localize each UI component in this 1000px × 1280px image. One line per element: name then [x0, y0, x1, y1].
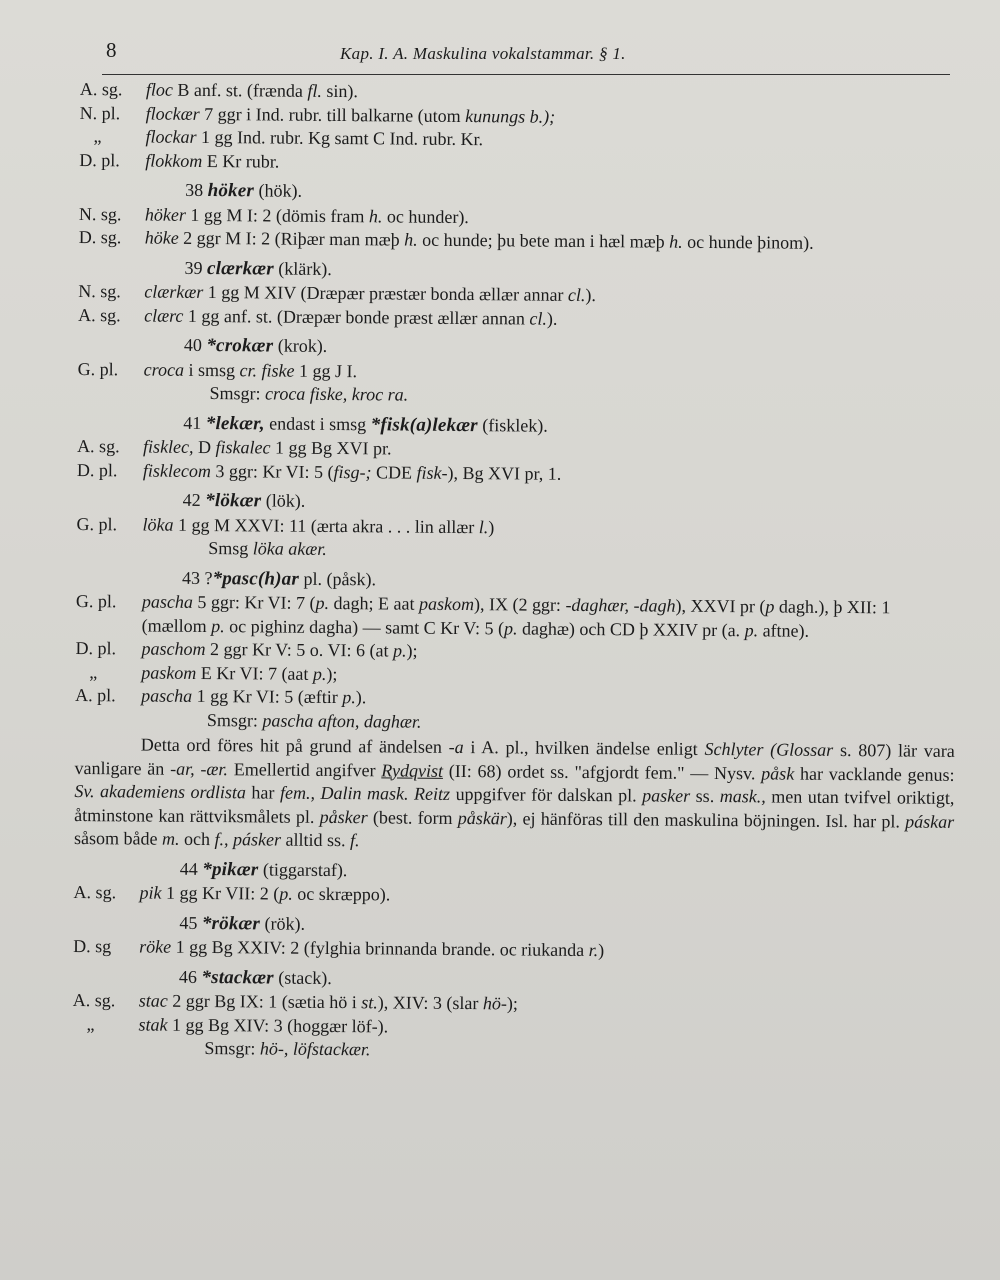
- note-italic: páskar: [905, 811, 955, 832]
- word-form: stac: [138, 990, 168, 1011]
- word-form: floc: [145, 79, 173, 100]
- citation-text: ), XIV: 3 (slar: [377, 992, 483, 1014]
- chapter-title: Kap. I. A. Maskulina vokalstammar. § 1.: [340, 44, 626, 63]
- word-form: pascha: [141, 685, 193, 706]
- citation-text: 1 gg Bg XXIV: 2 (fylghia brinnanda brande. oc riukanda: [171, 936, 589, 961]
- citation-text: dagh; E aat: [328, 592, 420, 614]
- case-label: A. sg.: [72, 989, 116, 1011]
- citation-text: 1 gg J I.: [294, 360, 358, 381]
- citation-text: 1 gg M I: 2 (dömis fram: [185, 204, 369, 226]
- compounds-label: Smsgr:: [209, 383, 266, 404]
- citation-text: daghæ) och CD þ XXIV pr (a.: [517, 617, 745, 640]
- word-form: clærc: [144, 305, 184, 326]
- entry-number: 40: [183, 334, 207, 356]
- citation-text: 1 gg Kr VI: 5 (æftir: [192, 685, 343, 708]
- case-label: A. sg.: [77, 435, 120, 457]
- word-form: pascha: [141, 591, 193, 612]
- commentary-paragraph: [74, 733, 955, 857]
- word-form: paskom: [141, 662, 197, 683]
- variant: paskom: [418, 593, 475, 615]
- abbrev: cl.: [567, 284, 586, 305]
- abbrev: h.: [669, 231, 683, 252]
- ditto-mark: „: [86, 1013, 95, 1034]
- note-text: (II: 68) ordet ss. "afgjordt fem." — Nysv.: [442, 760, 762, 783]
- citation-text: ), Bg XVI pr, 1.: [447, 462, 562, 484]
- note-text: och: [179, 828, 215, 850]
- citation-text: i smsg: [183, 359, 240, 380]
- case-label: D. pl.: [79, 149, 120, 170]
- note-text: Emellertid angifver: [227, 758, 382, 780]
- note-text: men utan tvifvel oriktigt, åtminstone kan rättviksmålets pl.: [74, 786, 955, 827]
- headword-compound: *fisk(a)lekær: [370, 413, 478, 436]
- headword: *stackær: [201, 966, 274, 989]
- citation-text: ).: [355, 687, 367, 708]
- abbrev: r.: [588, 940, 599, 961]
- case-label: D. pl.: [76, 459, 118, 480]
- word-form: fiskalec: [215, 437, 271, 458]
- note-italic: pasker: [642, 785, 691, 806]
- citation-text: 2 ggr M I: 2 (Riþær man mæþ: [178, 227, 405, 250]
- abbrev: p: [765, 596, 775, 617]
- citation-text: );: [326, 663, 338, 684]
- note-italic: påsk: [761, 762, 795, 784]
- citation-text: );: [406, 640, 418, 661]
- citation-text: 1 gg Bg XIV: 3 (hoggær löf-).: [167, 1014, 389, 1036]
- case-label: A. pl.: [75, 684, 116, 706]
- citation-text: ): [488, 516, 495, 537]
- abbrev: p.: [315, 592, 330, 613]
- citation-text: E Kr VI: 7 (aat: [196, 662, 314, 684]
- page-number: 8: [106, 38, 117, 62]
- note-italic: m.: [161, 828, 180, 849]
- abbrev: h.: [404, 229, 418, 250]
- word-form: höker: [144, 204, 186, 225]
- note-text: ), ej hänföras till den maskulina böjningen. Isl. har pl.: [506, 807, 906, 832]
- word-form: höke: [144, 227, 179, 248]
- citation-text: 2 ggr Bg IX: 1 (sætia hö i: [167, 990, 362, 1013]
- citation-text: );: [506, 993, 518, 1014]
- gloss: (stack).: [273, 967, 332, 988]
- citation-text: 1 gg anf. st. (Dræpær bonde præst ællær annan: [183, 305, 530, 329]
- note-italic: påsker: [319, 806, 368, 827]
- case-label: D. pl.: [75, 637, 117, 659]
- page-body: [72, 78, 960, 1066]
- note-text: har: [245, 782, 281, 803]
- compounds-label: Smsgr:: [206, 709, 263, 730]
- case-label: A. sg.: [79, 78, 123, 100]
- compound-forms: löka akær.: [252, 538, 327, 559]
- gloss: pl. (påsk).: [298, 568, 377, 589]
- citation-text: CDE: [371, 461, 417, 483]
- abbrev: p.: [279, 883, 293, 904]
- headword: *lekær,: [205, 412, 265, 434]
- citation-text: oc hunder).: [382, 205, 469, 227]
- entry-number: 46: [178, 966, 202, 987]
- abbrev: p.: [312, 663, 327, 684]
- headword: clærkær: [206, 257, 274, 280]
- entry-number: 45: [179, 912, 202, 933]
- citation-text: 3 ggr: Kr VI: 5 (: [210, 460, 334, 482]
- abbrev: hö-: [482, 993, 507, 1014]
- citation-text: ), XXVI pr (: [675, 595, 766, 617]
- note-text: Detta ord föres hit på grund af ändelsen: [140, 734, 449, 757]
- ditto-mark: „: [93, 126, 102, 147]
- word-form: fisklec,: [143, 436, 194, 457]
- variant: -daghær, -dagh: [565, 594, 676, 616]
- abbrev: st.: [361, 992, 378, 1013]
- note-text: s. 807) lär vara vanligare än: [74, 739, 955, 779]
- note-italic: mask.,: [719, 786, 766, 807]
- citation-text: 1 gg Kr VII: 2 (: [161, 882, 280, 904]
- gloss: (klärk).: [273, 258, 332, 279]
- entry-number: 39: [184, 257, 208, 278]
- abbrev: p.: [744, 619, 759, 640]
- gloss: (krok).: [273, 335, 328, 356]
- word-form: paschom: [141, 638, 206, 660]
- word-form: röke: [139, 936, 172, 957]
- case-label: A. sg.: [78, 304, 121, 325]
- note-italic: f.: [349, 830, 360, 851]
- compound-forms: hö-, löfstackær.: [259, 1038, 371, 1060]
- note-text: såsom både: [73, 827, 163, 849]
- word-form: löka: [142, 514, 174, 535]
- headword: höker: [207, 180, 255, 202]
- abbrev: h.: [368, 205, 383, 226]
- abbrev: fl.: [307, 80, 322, 101]
- word-form: fisklecom: [142, 460, 211, 481]
- citation-text: 7 ggr i Ind. rubr. till balkarne (utom: [199, 103, 466, 126]
- note-italic: Sv. akademiens ordlista: [74, 780, 247, 803]
- entry-number: 44: [179, 858, 203, 879]
- case-label: G. pl.: [76, 513, 118, 534]
- citation-text: 1 gg Ind. rubr. Kg samt C Ind. rubr. Kr.: [196, 126, 484, 150]
- note-text: uppgifver för dalskan pl.: [449, 783, 643, 806]
- entry-number: 38: [185, 179, 208, 201]
- citation-text: oc pighinz dagha) — samt C Kr V: 5 (: [224, 615, 505, 638]
- case-label: D. sg: [73, 935, 112, 957]
- compounds-label: Smsgr:: [204, 1038, 260, 1059]
- citation-text: 2 ggr Kr V: 5 o. VI: 6 (at: [205, 639, 394, 661]
- citation-text: ).: [585, 284, 597, 306]
- running-head: [102, 36, 950, 75]
- note-text: (best. form: [367, 806, 458, 828]
- word-form: stak: [138, 1013, 168, 1035]
- note-italic: f., pásker: [214, 829, 282, 850]
- note-text: ss.: [690, 785, 720, 807]
- abbrev: p.: [392, 640, 407, 661]
- headword: *rökær: [201, 912, 261, 934]
- compound-forms: pascha afton, daghær.: [262, 709, 422, 732]
- note-italic: påskär: [457, 807, 507, 828]
- word-form: flockar: [145, 126, 197, 147]
- case-label: G. pl.: [77, 358, 119, 379]
- gloss: (fisklek).: [477, 414, 548, 436]
- abbrev: p.: [503, 617, 518, 638]
- case-label: G. pl.: [75, 590, 117, 612]
- citation-text: E Kr rubr.: [202, 150, 280, 172]
- note-italic: fem., Dalin mask. Reitz: [279, 782, 451, 804]
- citation-text: ).: [546, 308, 558, 329]
- citation-text: dagh.), þ XII: 1 (mællom: [141, 596, 891, 636]
- word-form: clærkær: [144, 281, 204, 302]
- case-label: N. pl.: [79, 102, 121, 123]
- citation-text: ), IX (2 ggr:: [473, 594, 566, 615]
- headword: *pikær: [202, 858, 259, 880]
- variant: fisk-: [416, 462, 448, 483]
- gloss: (lök).: [261, 490, 306, 511]
- citation-text: aftne).: [758, 619, 810, 641]
- gloss: (rök).: [260, 912, 306, 934]
- headword: *crokær: [206, 335, 274, 357]
- word-form: croca: [143, 359, 185, 380]
- gloss: (hök).: [253, 180, 303, 201]
- citation-text: 5 ggr: Kr VI: 7 (: [192, 591, 316, 613]
- gloss: endast i smsg: [264, 412, 371, 434]
- abbrev: cl.: [529, 308, 548, 329]
- note-text: alltid ss.: [280, 829, 351, 851]
- citation-text: 1 gg M XIV (Dræpær præstær bonda ællær annar: [203, 281, 569, 305]
- case-label: N. sg.: [78, 280, 121, 302]
- variant: fisg-;: [333, 461, 372, 482]
- headword: *pasc(h)ar: [212, 567, 300, 590]
- citation-text: 1 gg Bg XVI pr.: [270, 437, 392, 459]
- entry-number: 42: [182, 489, 206, 510]
- citation-text: D: [193, 436, 216, 458]
- abbrev: p.: [211, 615, 225, 636]
- abbrev: kunungs b.);: [465, 105, 556, 127]
- note-italic: -a: [448, 736, 464, 758]
- ditto-mark: „: [89, 661, 98, 682]
- citation-text: B anf. st. (frænda: [172, 79, 308, 101]
- citation-text: ): [598, 940, 605, 961]
- note-italic: Rydqvist: [381, 759, 444, 781]
- note-italic: Schlyter (Glossar: [704, 738, 834, 760]
- citation-text: oc skræppo).: [292, 883, 391, 905]
- abbrev: cr. fiske: [239, 359, 295, 381]
- abbrev: p.: [342, 687, 356, 708]
- note-text: har vacklande genus:: [794, 763, 955, 785]
- note-text: i A. pl., hvilken ändelse enligt: [463, 737, 705, 759]
- citation-text: sin).: [321, 80, 358, 102]
- word-form: pik: [139, 882, 162, 903]
- case-label: D. sg.: [78, 226, 122, 248]
- line-e43-g-pl: [76, 590, 956, 644]
- abbrev: l.: [478, 516, 489, 537]
- gloss: (tiggarstaf).: [258, 858, 348, 880]
- word-form: flokkom: [145, 150, 203, 171]
- headword: *lökær: [205, 489, 262, 512]
- citation-text: 1 gg M XXVI: 11 (ærta akra . . . lin allær: [173, 514, 479, 537]
- note-italic: -ar, -ær.: [170, 758, 229, 779]
- case-label: A. sg.: [73, 881, 117, 903]
- word-form: flockær: [145, 103, 200, 124]
- entry-number: 43 ?: [182, 567, 213, 588]
- entry-number: 41: [183, 412, 206, 433]
- citation-text: oc hunde þinom).: [682, 231, 814, 253]
- case-label: N. sg.: [78, 203, 122, 224]
- compounds-label: Smsg: [208, 538, 253, 559]
- citation-text: oc hunde; þu bete man i hæl mæþ: [417, 229, 670, 252]
- compound-forms: croca fiske, kroc ra.: [264, 383, 409, 405]
